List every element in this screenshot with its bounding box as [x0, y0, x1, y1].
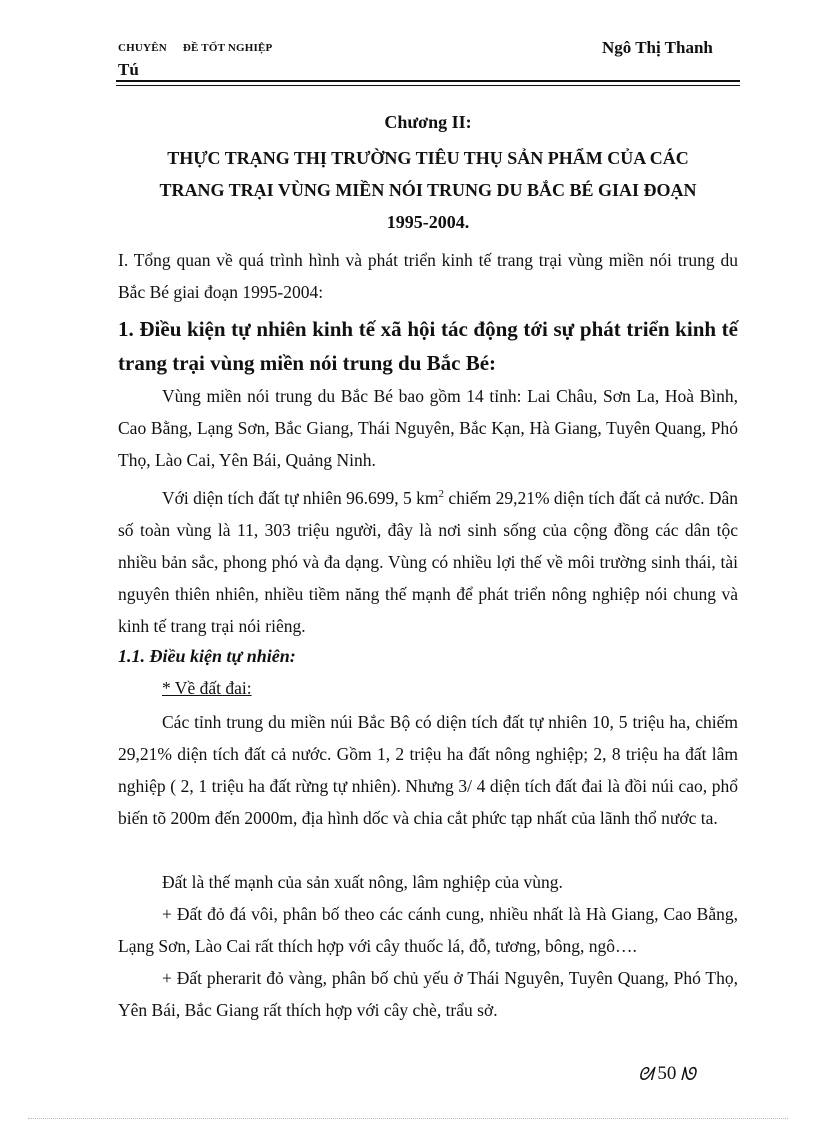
header-subject-a: CHUYÊN	[118, 42, 167, 54]
chapter-title-line: TRANG TRẠI VÙNG MIỀN NÓI TRUNG DU BẮC BÉ GIAI ĐOẠN	[159, 180, 697, 200]
header-author-continued: Tú	[118, 60, 139, 79]
chapter-label: Chương II:	[384, 112, 472, 132]
chapter-title-line: THỰC TRẠNG THỊ TRƯỜNG TIÊU THỤ SẢN PHẨM CỦA CÁC	[167, 148, 689, 168]
area-text-after: chiếm 29,21% diện tích đất cả nước. Dân số toàn vùng là 11, 303 triệu người, đây là nơi sinh sống của cộng đồng các dân tộc nhiều bản sắc, phong phó và đa dạng. Vùng có nhiều lợi thế về môi trường sinh thái, tài nguyên thiên nhiên, nhiều tiềm năng thế mạnh để phát triển nông nghiệp nói chung và kinh tế trang trại nói riêng.	[118, 487, 738, 636]
header-rule-thick	[116, 80, 740, 82]
area-text-before: Với diện tích đất tự nhiên 96.699, 5 km	[162, 487, 439, 508]
page-bottom-border	[28, 1118, 788, 1119]
paragraph-area	[118, 478, 738, 642]
paragraph-red-limestone-soil: + Đất đỏ đá vôi, phân bố theo các cánh cung, nhiều nhất là Hà Giang, Cao Bằng, Lạng Sơn, Lào Cai rất thích hợp với cây thuốc lá, đỗ, tương, bông, ngô….	[118, 904, 738, 956]
section-overview: I. Tổng quan về quá trình hình và phát triển kinh tế trang trại vùng miền nói trung du Bắc Bé giai đoạn 1995-2004:	[118, 250, 738, 302]
header-author: Ngô Thị Thanh	[602, 38, 713, 57]
paragraph-land-strength: Đất là thế mạnh của sản xuất nông, lâm nghiệp của vùng.	[162, 872, 563, 892]
header-subject	[118, 42, 272, 54]
ornament-left-icon: ᘛ	[638, 1063, 654, 1084]
header-subject-b: ĐỀ TỐT NGHIỆP	[182, 42, 273, 54]
page-number	[638, 1063, 696, 1085]
header-rule-thin	[116, 85, 740, 86]
area-superscript: 2	[438, 488, 445, 500]
paragraph-provinces: Vùng miền nói trung du Bắc Bé bao gồm 14 tỉnh: Lai Châu, Sơn La, Hoà Bình, Cao Bằng, Lạng Sơn, Bắc Giang, Thái Nguyên, Bắc Kạn, Hà Giang, Tuyên Quang, Phó Thọ, Lào Cai, Yên Bái, Quảng Ninh.	[118, 386, 738, 470]
chapter-title	[118, 142, 738, 238]
paragraph-land-area: Các tỉnh trung du miền núi Bắc Bộ có diện tích đất tự nhiên 10, 5 triệu ha, chiếm 29,21% diện tích đất cả nước. Gồm 1, 2 triệu ha đất nông nghiệp; 2, 8 triệu ha đất lâm nghiệp ( 2, 1 triệu ha đất rừng tự nhiên). Nhưng 3/ 4 diện tích đất đai là đồi núi cao, phổ biến tõ 200m đến 2000m, địa hình dốc và chia cắt phức tạp nhất của lãnh thổ nước ta.	[118, 712, 738, 828]
subheading-land: * Về đất đai:	[162, 678, 252, 698]
heading-natural-conditions: 1.1. Điều kiện tự nhiên:	[118, 646, 296, 666]
ornament-right-icon: ᘚ	[680, 1063, 696, 1084]
chapter-title-line: 1995-2004.	[386, 212, 470, 232]
heading-conditions: 1. Điều kiện tự nhiên kinh tế xã hội tác động tới sự phát triển kinh tế trang trại vùng miền nói trung du Bắc Bé:	[118, 317, 738, 375]
page-number-value: 50	[657, 1063, 677, 1084]
paragraph-ferralit-soil: + Đất pherarit đỏ vàng, phân bố chủ yếu ở Thái Nguyên, Tuyên Quang, Phó Thọ, Yên Bái, Bắc Giang rất thích hợp với cây chè, trẩu sở.	[118, 968, 738, 1020]
